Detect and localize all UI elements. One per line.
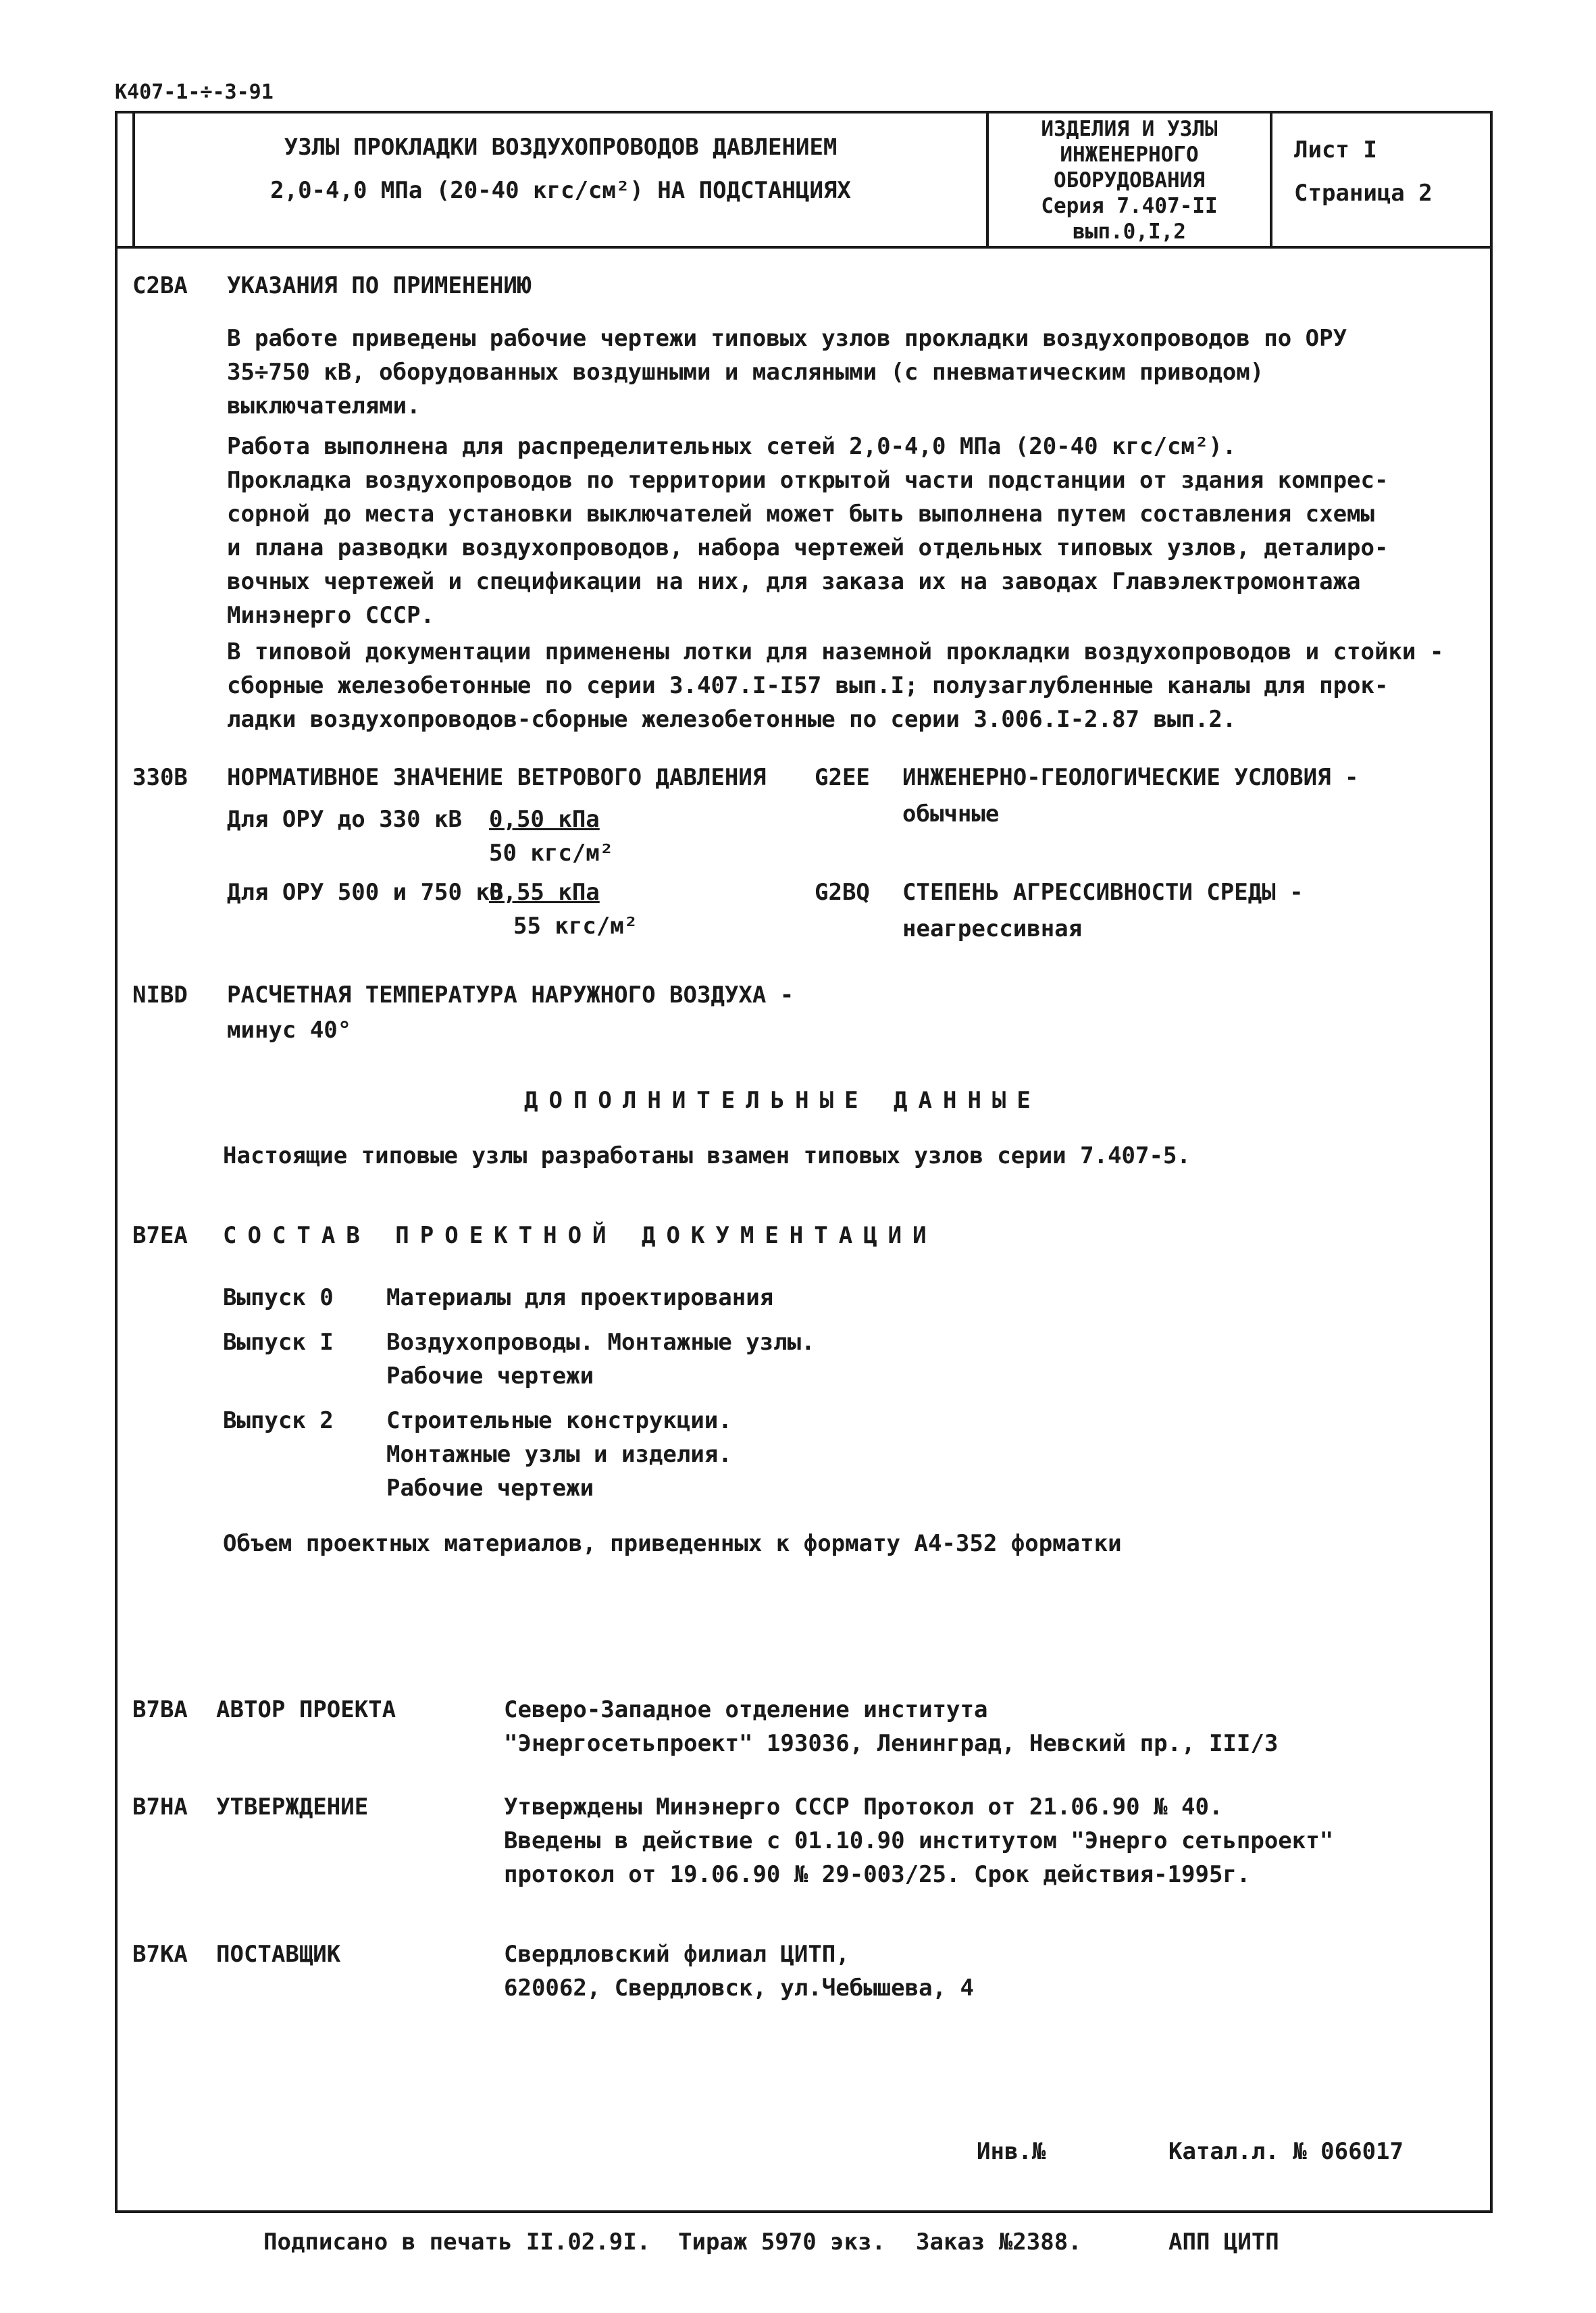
header-mid-line3: ОБОРУДОВАНИЯ	[1054, 168, 1205, 193]
header-sheet-block	[1294, 128, 1433, 215]
header-mid-line1: ИЗДЕЛИЯ И УЗЛЫ	[1041, 117, 1218, 141]
geo-heading: ИНЖЕНЕРНО-ГЕОЛОГИЧЕСКИЕ УСЛОВИЯ -	[902, 764, 1359, 791]
issue-0-label: Выпуск 0	[223, 1284, 334, 1311]
usage-paragraph-1: В работе приведены рабочие чертежи типовых узлов прокладки воздухопроводов по ОРУ 35÷750 кВ, оборудованных воздушными и масляными (с пневматическим приводом) выключателями.	[227, 325, 1347, 420]
wind-row2-label: Для ОРУ 500 и 750 кВ	[227, 879, 504, 906]
wind-row2-kpa: 0,55 кПа	[489, 879, 600, 906]
issue-2-label: Выпуск 2	[223, 1407, 334, 1434]
usage-paragraph-2: Работа выполнена для распределительных сетей 2,0-4,0 МПа (20-40 кгс/см²). Прокладка воздухопроводов по территории открытой части подстанции от здания компрес- сорной до места установки выключателей может быть выполнена путем составления схемы и плана разводки воздухопроводов, набора чертежей отдельных типовых узлов, деталиро- вочных чертежей и спецификации на них, для заказа их на заводах Главэлектромонтажа Минэнерго СССР.	[227, 433, 1389, 629]
author-code: B7BA	[132, 1696, 188, 1723]
temperature-heading: РАСЧЕТНАЯ ТЕМПЕРАТУРА НАРУЖНОГО ВОЗДУХА -	[227, 982, 794, 1009]
catalog-number: Катал.л. № 066017	[1168, 2138, 1404, 2165]
header-mid-line2: ИНЖЕНЕРНОГО	[1060, 143, 1199, 167]
geo-code: G2EE	[815, 764, 870, 791]
approval-code: B7HA	[132, 1794, 188, 1821]
document-code: К407-1-÷-3-91	[115, 80, 274, 104]
supplier-label: ПОСТАВЩИК	[216, 1941, 341, 1968]
aggressiveness-code: G2BQ	[815, 879, 870, 906]
wind-row1-kpa: 0,50 кПа	[489, 806, 600, 833]
usage-code: C2BA	[132, 272, 188, 299]
page-number: Страница 2	[1294, 180, 1433, 207]
header-bottom-rule	[115, 246, 1493, 249]
inventory-number: Инв.№	[977, 2138, 1046, 2165]
geo-value: обычные	[902, 800, 1000, 828]
temperature-code: NIBD	[132, 982, 188, 1009]
author-label: АВТОР ПРОЕКТА	[216, 1696, 396, 1723]
issue-0-text: Материалы для проектирования	[386, 1284, 774, 1311]
wind-code: 330B	[132, 764, 188, 791]
header-title-line2: 2,0-4,0 МПа (20-40 кгс/см²) НА ПОДСТАНЦИЯХ	[270, 177, 851, 204]
sheet-number: Лист I	[1294, 136, 1377, 163]
usage-heading: УКАЗАНИЯ ПО ПРИМЕНЕНИЮ	[227, 272, 532, 299]
extra-data-heading: ДОПОЛНИТЕЛЬНЫЕ ДАННЫЕ	[524, 1087, 1041, 1114]
header-title-line1: УЗЛЫ ПРОКЛАДКИ ВОЗДУХОПРОВОДОВ ДАВЛЕНИЕМ	[284, 134, 838, 161]
issue-1-label: Выпуск I	[223, 1329, 334, 1356]
aggressiveness-heading: СТЕПЕНЬ АГРЕССИВНОСТИ СРЕДЫ -	[902, 879, 1304, 906]
header-mid-line4: Серия 7.407-II	[1041, 194, 1218, 218]
issue-1-text: Воздухопроводы. Монтажные узлы. Рабочие чертежи	[386, 1329, 815, 1390]
header-series-block	[989, 116, 1270, 245]
footer-order: Заказ №2388.	[916, 2229, 1082, 2256]
approval-label: УТВЕРЖДЕНИЕ	[216, 1794, 369, 1821]
wind-heading: НОРМАТИВНОЕ ЗНАЧЕНИЕ ВЕТРОВОГО ДАВЛЕНИЯ	[227, 764, 767, 791]
header-mid-line5: вып.0,I,2	[1073, 220, 1186, 244]
approval-text: Утверждены Минэнерго СССР Протокол от 21.06.90 № 40. Введены в действие с 01.10.90 институтом "Энерго сетьпроект" протокол от 19.06.90 № 29-003/25. Срок действия-1995г.	[504, 1794, 1334, 1888]
composition-heading: СОСТАВ ПРОЕКТНОЙ ДОКУМЕНТАЦИИ	[223, 1222, 937, 1249]
footer-signed: Подписано в печать II.02.9I.	[263, 2229, 651, 2256]
wind-row2-kgs: 55 кгс/м²	[513, 913, 638, 940]
volume-text: Объем проектных материалов, приведенных к формату А4-352 форматки	[223, 1530, 1122, 1557]
usage-paragraph-3: В типовой документации применены лотки для наземной прокладки воздухопроводов и стойки - сборные железобетонные по серии 3.407.I-I57 вып.I; полузаглубленные каналы для прок- ладки воздухопроводов-сборные железобетонные по серии 3.006.I-2.87 вып.2.	[227, 638, 1444, 733]
supplier-text: Свердловский филиал ЦИТП, 620062, Свердловск, ул.Чебышева, 4	[504, 1941, 974, 2002]
footer-print-run: Тираж 5970 экз.	[678, 2229, 886, 2256]
composition-code: B7EA	[132, 1222, 188, 1249]
footer-publisher: АПП ЦИТП	[1168, 2229, 1279, 2256]
header-right-divider	[1270, 111, 1272, 246]
wind-row1-label: Для ОРУ до 330 кВ	[227, 806, 462, 833]
issue-2-text: Строительные конструкции. Монтажные узлы и изделия. Рабочие чертежи	[386, 1407, 732, 1502]
author-text: Северо-Западное отделение института "Энергосетьпроект" 193036, Ленинград, Невский пр., III/3	[504, 1696, 1279, 1757]
extra-data-text: Настоящие типовые узлы разработаны взамен типовых узлов серии 7.407-5.	[223, 1142, 1191, 1169]
temperature-value: минус 40°	[227, 1017, 352, 1044]
supplier-code: B7KA	[132, 1941, 188, 1968]
wind-row1-kgs: 50 кгс/м²	[489, 840, 614, 867]
header-title	[135, 126, 986, 212]
aggressiveness-value: неагрессивная	[902, 915, 1083, 942]
